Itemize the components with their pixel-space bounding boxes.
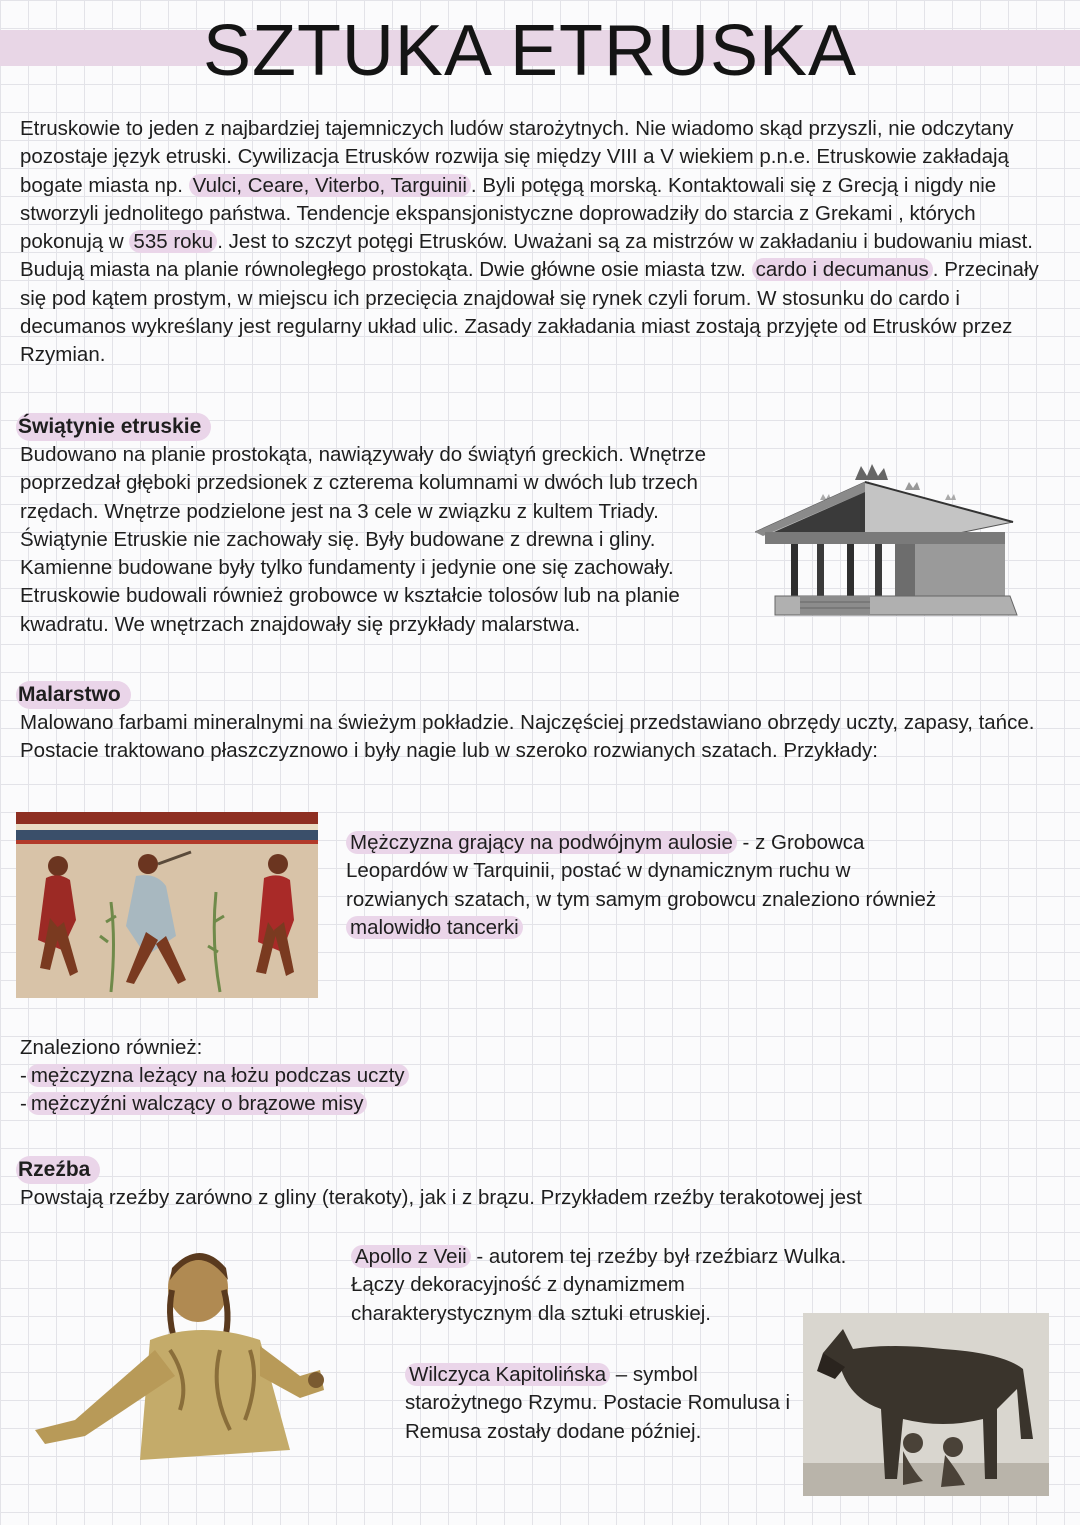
painting-heading-wrap bbox=[16, 681, 131, 709]
also-found-label: Znaleziono również: bbox=[20, 1036, 203, 1059]
sculpture-body: Powstają rzeźby zarówno z gliny (terakoty), jak i z brązu. Przykładem rzeźby terakotowej jest bbox=[20, 1186, 862, 1209]
also-found-item-2: - mężczyźni walczący o brązowe misy bbox=[20, 1090, 620, 1118]
intro-highlight-axes: cardo i decumanus bbox=[752, 258, 933, 281]
wolf-description bbox=[405, 1361, 795, 1446]
also-found-item-1-text: mężczyzna leżący na łożu podczas uczty bbox=[27, 1064, 409, 1087]
intro-text-2: . Byli potęgą morską. Kontaktowali się z Grecją i nigdy nie stworzyli jednolitego państwa. Tendencje ekspansjonistyczne doprowadziły do starcia z Grekami , których pokonują w bbox=[20, 173, 997, 254]
dancer-highlight: malowidło tancerki bbox=[346, 916, 523, 939]
temples-heading-wrap bbox=[16, 413, 211, 441]
aulos-highlight: Mężczyzna grający na podwójnym aulosie bbox=[346, 831, 737, 854]
temple-model-image bbox=[755, 460, 1020, 620]
apollo-of-veii-image bbox=[20, 1250, 330, 1460]
aulos-text: - z Grobowca Leopardów w Tarquinii, postać w dynamicznym ruchu w rozwianych szatach, w tym samym grobowcu znaleziono również bbox=[346, 831, 937, 911]
apollo-description bbox=[351, 1243, 851, 1328]
intro-text-4: . Przecinały się pod kątem prostym, w miejscu ich przecięcia znajdował się rynek czyli forum. W stosunku do cardo i decumanos wykreślany jest regularny układ ulic. Zasady zakładania miast zostają przyjęte od Etrusków przez Rzymian. bbox=[20, 258, 1039, 367]
capitoline-wolf-image bbox=[803, 1313, 1049, 1496]
temples-heading: Świątynie etruskie bbox=[16, 413, 211, 441]
aulos-description bbox=[346, 829, 956, 942]
sculpture-heading-wrap bbox=[16, 1156, 100, 1184]
temples-body: Budowano na planie prostokąta, nawiązywały do świątyń greckich. Wnętrze poprzedzał głęboki przedsionek z czterema kolumnami w dwóch lub trzech rzędach. Wnętrze podzielone jest na 3 cele w związku z kultem Triady. Świątynie Etruskie nie zachowały się. Były budowane z drewna i gliny. Kamienne budowane były tylko fundamenty i jedynie one się zachowały. Etruskowie budowali również grobowce w kształcie tolosów lub na planie kwadratu. We wnętrzach znajdowały się przykłady malarstwa. bbox=[20, 443, 706, 636]
wolf-highlight: Wilczyca Kapitolińska bbox=[405, 1363, 610, 1386]
also-found-item-2-text: mężczyźni walczący o brązowe misy bbox=[27, 1092, 368, 1115]
sculpture-heading: Rzeźba bbox=[16, 1156, 100, 1184]
intro-text-3: . Jest to szczyt potęgi Etrusków. Uważani są za mistrzów w zakładaniu i budowaniu miast. Budują miasta na planie równoległego prostokąta. Dwie główne osie miasta tzw. bbox=[20, 230, 1033, 282]
apollo-text: - autorem tej rzeźby był rzeźbiarz Wulka. Łączy dekoracyjność z dynamizmem charakterystycznym dla sztuki etruskiej. bbox=[351, 1245, 847, 1325]
intro-highlight-year: 535 roku bbox=[129, 230, 217, 253]
painting-body: Malowano farbami mineralnymi na świeżym pokładzie. Najczęściej przedstawiano obrzędy uczty, zapasy, tańce. Postacie traktowano płaszczyznowo i były nagie lub w szeroko rozwianych szatach. Przykłady: bbox=[20, 711, 1035, 763]
apollo-highlight: Apollo z Veii bbox=[351, 1245, 471, 1268]
also-found-item-1: - mężczyzna leżący na łożu podczas uczty bbox=[20, 1062, 620, 1090]
aulos-player-fresco-image bbox=[16, 812, 318, 998]
wolf-text: – symbol starożytnego Rzymu. Postacie Romulusa i Remusa zostały dodane później. bbox=[405, 1363, 791, 1443]
intro-paragraph bbox=[20, 115, 1045, 370]
intro-highlight-cities: Vulci, Ceare, Viterbo, Targuinii bbox=[189, 174, 471, 197]
painting-heading: Malarstwo bbox=[16, 681, 131, 709]
intro-text-1: Etruskowie to jeden z najbardziej tajemniczych ludów starożytnych. Nie wiadomo skąd przyszli, nie odczytany pozostaje język etruski. Cywilizacja Etrusków rozwija się między VIII a V wiekiem p.n.e. Etruskowie zakładają bogate miasta np. bbox=[20, 117, 1014, 197]
page-title: SZTUKA ETRUSKA bbox=[202, 11, 858, 91]
